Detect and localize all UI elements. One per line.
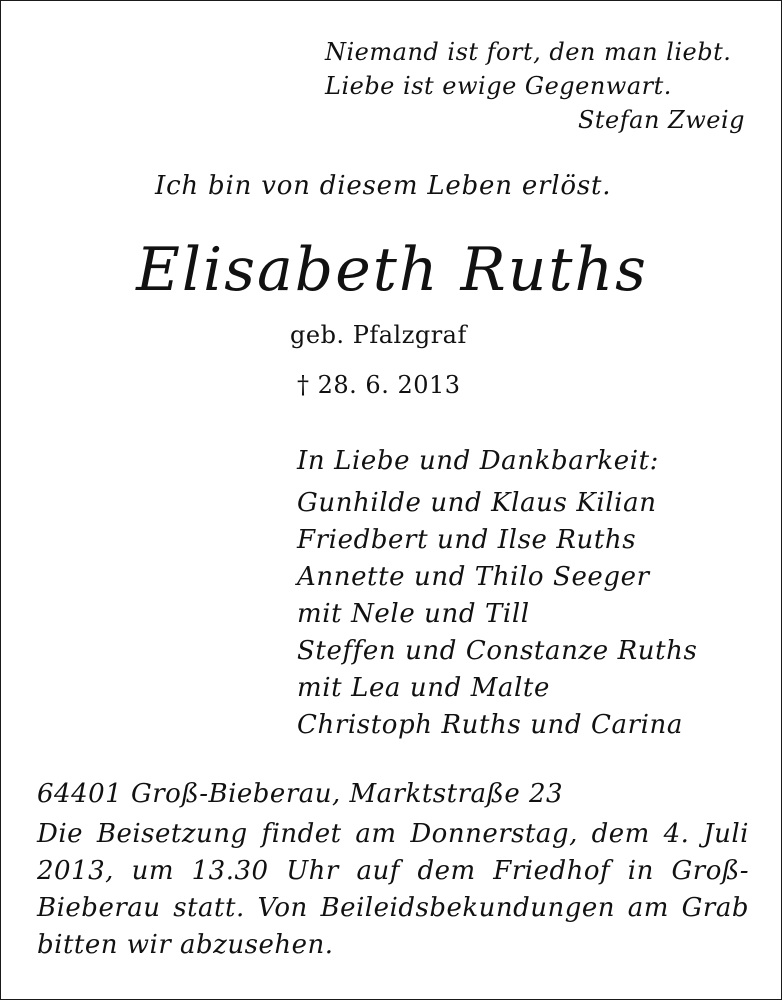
mourners-heading: In Liebe und Dankbarkeit: (297, 446, 660, 476)
quote-author: Stefan Zweig (577, 106, 745, 134)
maiden-name: geb. Pfalzgraf (290, 321, 467, 349)
quote-line-2: Liebe ist ewige Gegenwart. (325, 72, 672, 100)
death-date: † 28. 6. 2013 (297, 371, 461, 399)
mourner-entry: Friedbert und Ilse Ruths (297, 525, 637, 555)
mourner-entry: Steffen und Constanze Ruths (297, 636, 698, 666)
mourner-entry: mit Lea und Malte (297, 673, 550, 703)
epigraph-quote (325, 35, 745, 137)
mourner-entry: Gunhilde und Klaus Kilian (297, 488, 657, 518)
mourner-entry: Christoph Ruths und Carina (297, 710, 683, 740)
mourner-entry: mit Nele und Till (297, 599, 530, 629)
deceased-name: Elisabeth Ruths (136, 235, 648, 305)
intro-text: Ich bin von diesem Leben erlöst. (155, 171, 612, 201)
mourner-entry: Annette und Thilo Seeger (297, 562, 650, 592)
funeral-details: Die Beisetzung findet am Donnerstag, dem 4. Juli 2013, um 13.30 Uhr auf dem Friedhof in Groß-Bieberau statt. Von Beileidsbekundungen am Grab bitten wir abzusehen. (37, 819, 749, 960)
mourners-list (297, 443, 697, 744)
family-address: 64401 Groß-Bieberau, Marktstraße 23 (37, 779, 564, 809)
quote-line-1: Niemand ist fort, den man liebt. (325, 38, 732, 66)
